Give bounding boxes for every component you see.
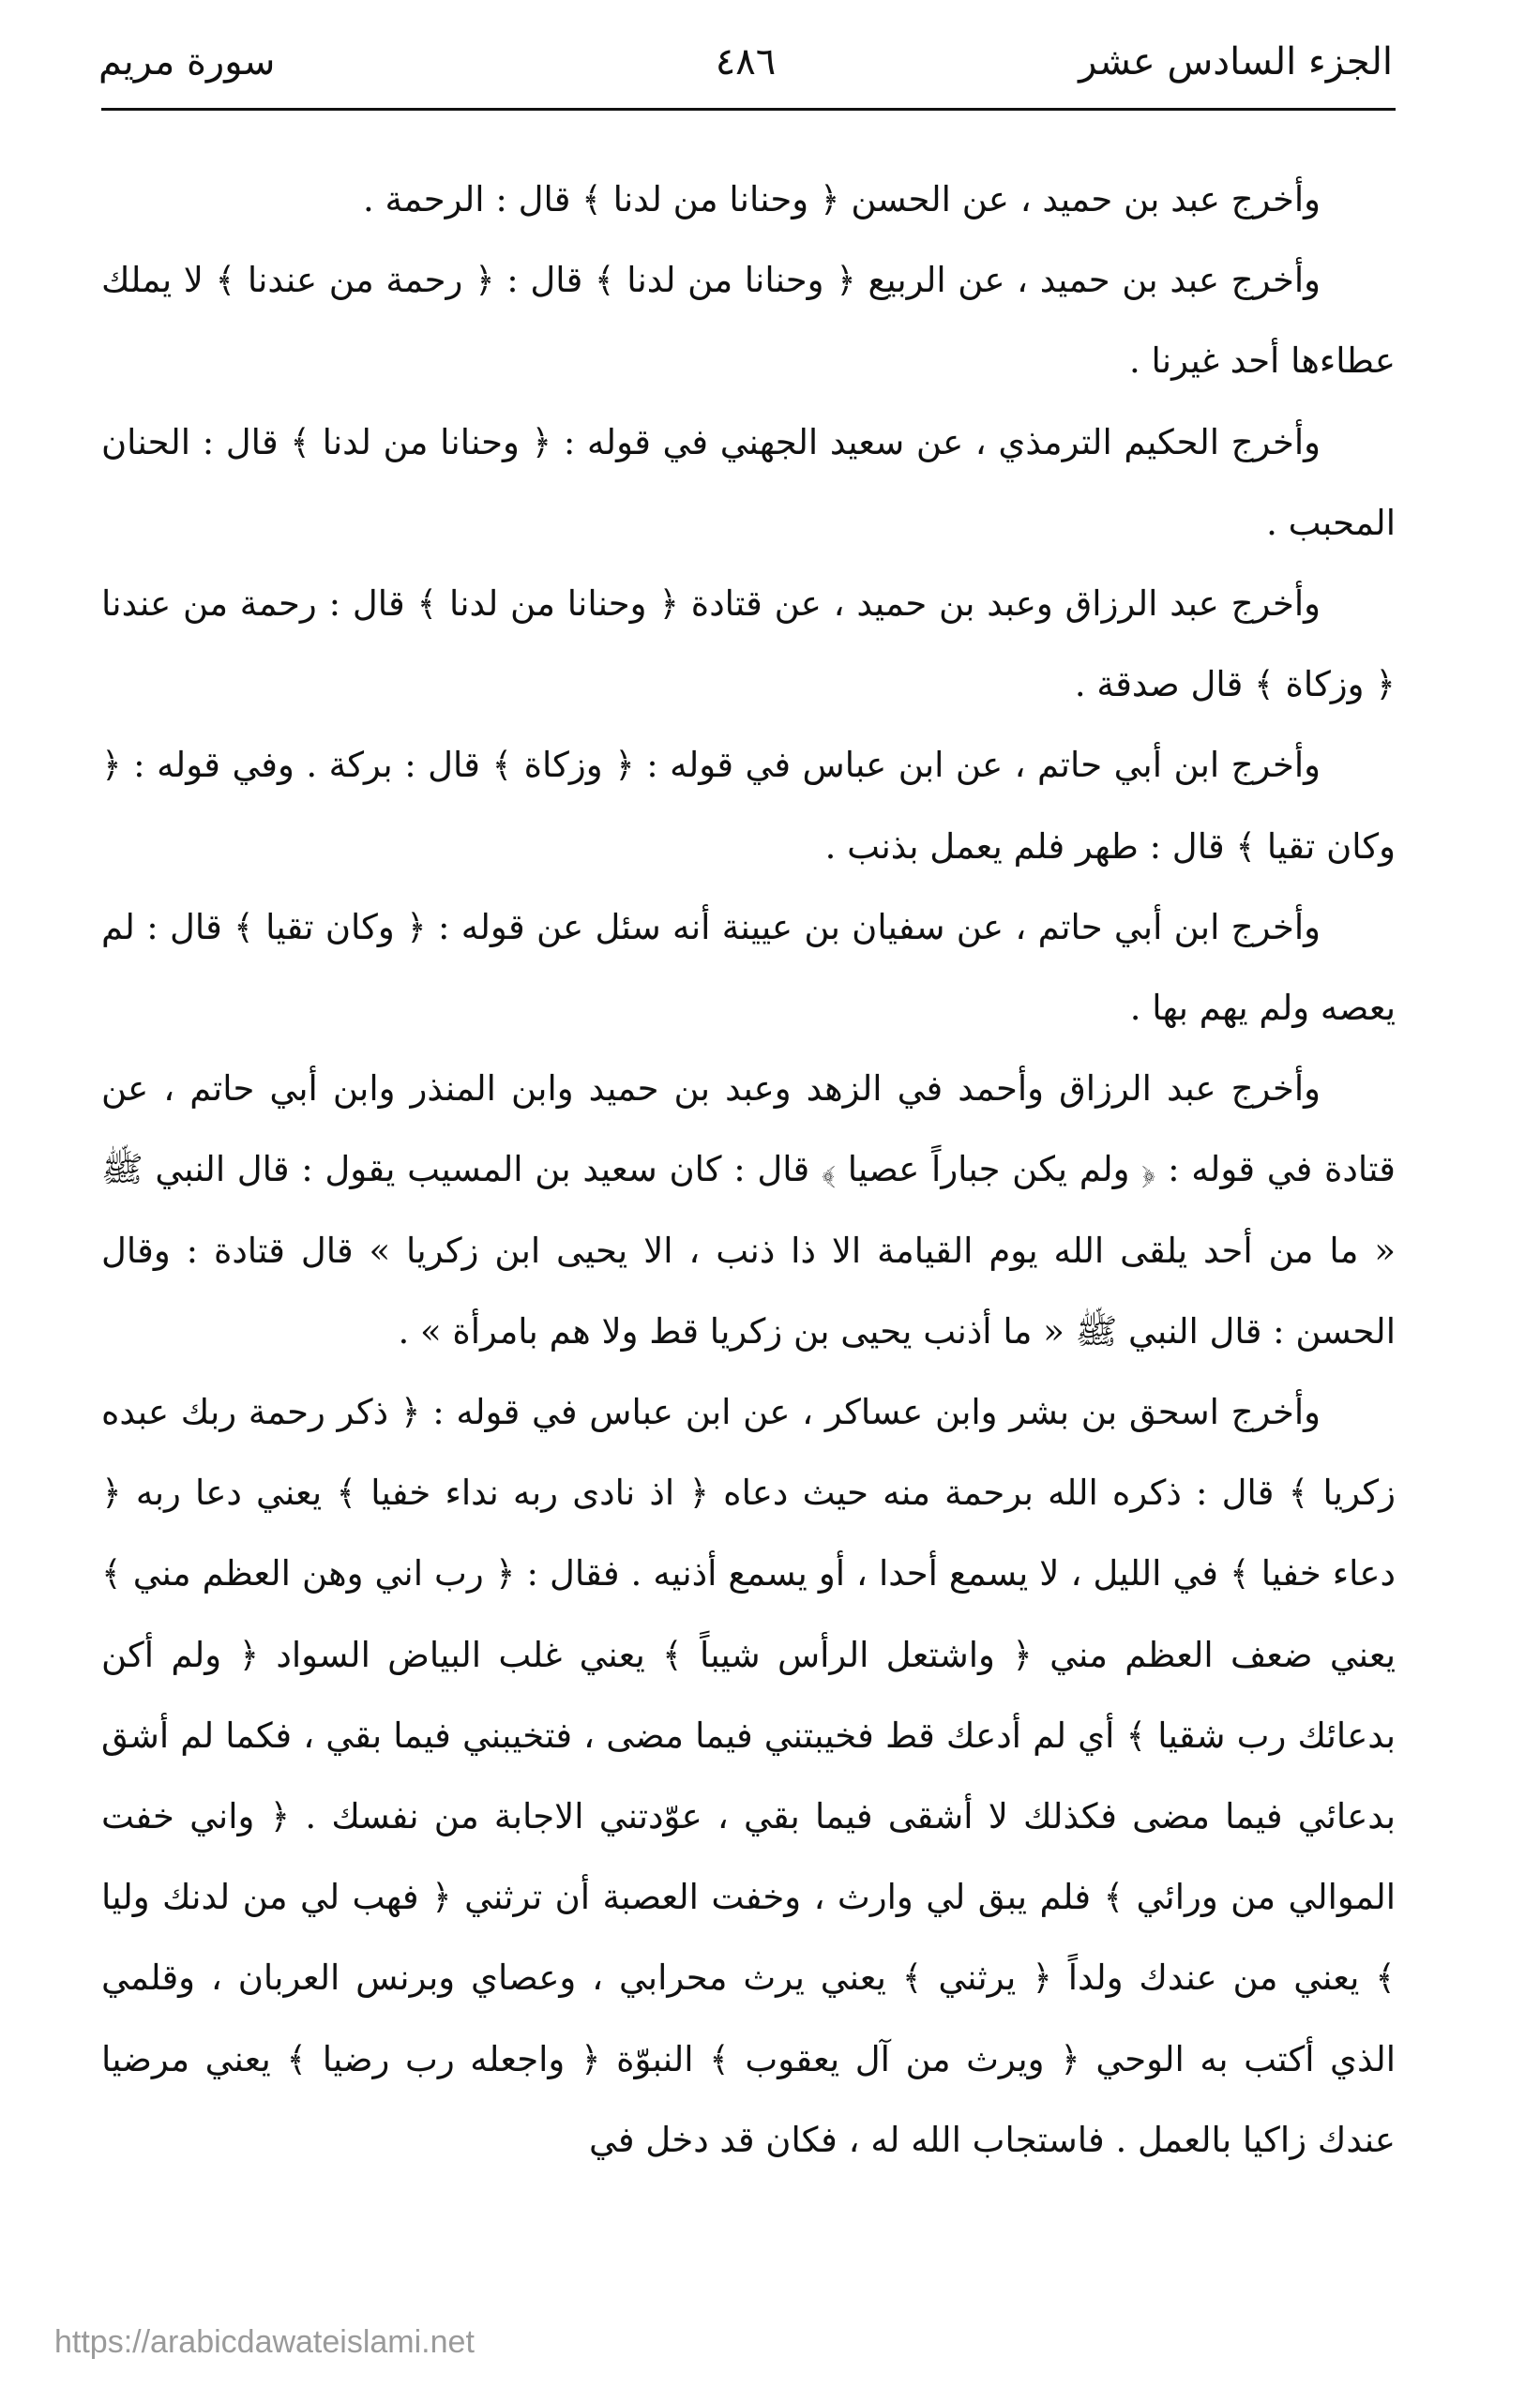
page-body (101, 159, 1396, 2181)
source-watermark: https://arabicdawateislami.net (54, 2324, 475, 2360)
surah-title: سورة مريم (98, 40, 276, 83)
page-number: ٤٨٦ (715, 40, 777, 83)
paragraph: وأخرج عبد بن حميد ، عن الحسن ﴿ وحنانا من لدنا ﴾ قال : الرحمة . (362, 179, 1321, 219)
paragraph: وأخرج الحكيم الترمذي ، عن سعيد الجهني في قوله : ﴿ وحنانا من لدنا ﴾ قال : الحنان المحبب . (101, 421, 1396, 543)
paragraph: وأخرج ابن أبي حاتم ، عن سفيان بن عيينة أنه سئل عن قوله : ﴿ وكان تقيا ﴾ قال : لم يعصه ولم يهم بها . (101, 906, 1396, 1029)
paragraph: وأخرج عبد الرزاق وعبد بن حميد ، عن قتادة ﴿ وحنانا من لدنا ﴾ قال : رحمة من عندنا ﴿ وزكاة ﴾ قال صدقة . (101, 583, 1396, 705)
paragraph: وأخرج اسحق بن بشر وابن عساكر ، عن ابن عباس في قوله : ﴿ ذكر رحمة ربك عبده زكريا ﴾ قال : ذكره الله برحمة منه حيث دعاه ﴿ اذ نادى ربه نداء خفيا ﴾ يعني دعا ربه ﴿ دعاء خفيا ﴾ في الليل ، لا يسمع أحدا ، أو يسمع أذنيه . فقال : ﴿ رب اني وهن العظم مني ﴾ يعني ضعف العظم مني ﴿ واشتعل الرأس شيباً ﴾ يعني غلب البياض السواد ﴿ ولم أكن بدعائك رب شقيا ﴾ أي لم أدعك قط فخيبتني فيما مضى ، فتخيبني فيما بقي ، فكما لم أشق بدعائي فيما مضى فكذلك لا أشقى فيما بقي ، عوّدتني الاجابة من نفسك . ﴿ واني خفت الموالي من ورائي ﴾ فلم يبق لي وارث ، وخفت العصبة أن ترثني ﴿ فهب لي من لدنك وليا ﴾ يعني من عندك ولداً ﴿ يرثني ﴾ يعني يرث محرابي ، وعصاي وبرنس العربان ، وقلمي الذي أكتب به الوحي ﴿ ويرث من آل يعقوب ﴾ النبوّة ﴿ واجعله رب رضيا ﴾ يعني مرضيا عندك زاكيا بالعمل . فاستجاب الله له ، فكان قد دخل في (101, 1392, 1396, 2160)
part-title: الجزء السادس عشر (1079, 40, 1393, 83)
header-divider (101, 108, 1396, 111)
page-header (98, 34, 1393, 99)
paragraph: وأخرج عبد الرزاق وأحمد في الزهد وعبد بن حميد وابن المنذر وابن أبي حاتم ، عن قتادة في قوله : ﴿ ولم يكن جباراً عصيا ﴾ قال : كان سعيد بن المسيب يقول : قال النبي ﷺ « ما من أحد يلقى الله يوم القيامة الا ذا ذنب ، الا يحيى ابن زكريا » قال قتادة : وقال الحسن : قال النبي ﷺ « ما أذنب يحيى بن زكريا قط ولا هم بامرأة » . (101, 1068, 1396, 1352)
paragraph: وأخرج ابن أبي حاتم ، عن ابن عباس في قوله : ﴿ وزكاة ﴾ قال : بركة . وفي قوله : ﴿ وكان تقيا ﴾ قال : طهر فلم يعمل بذنب . (101, 745, 1396, 867)
paragraph: وأخرج عبد بن حميد ، عن الربيع ﴿ وحنانا من لدنا ﴾ قال : ﴿ رحمة من عندنا ﴾ لا يملك عطاءها أحد غيرنا . (101, 260, 1396, 382)
